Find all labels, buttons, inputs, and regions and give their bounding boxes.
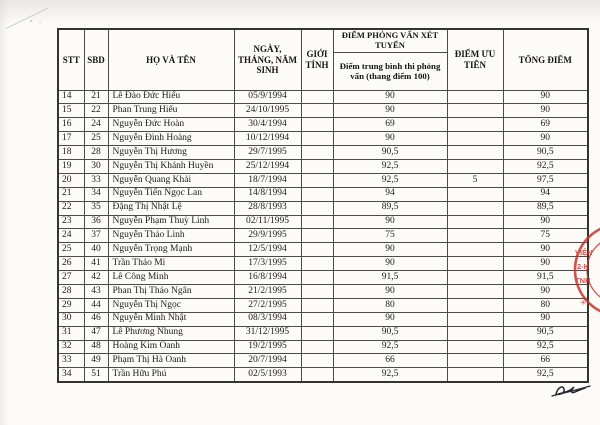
- cell-dob: 21/2/1995: [234, 285, 301, 299]
- cell-interview: 89,5: [333, 201, 447, 215]
- table-row: [58, 90, 588, 104]
- col-header-name: HỌ VÀ TÊN: [108, 29, 234, 90]
- cell-name: Phạm Thị Hà Oanh: [108, 354, 234, 368]
- cell-interview: 91,5: [333, 271, 447, 285]
- cell-total: 90: [503, 257, 588, 271]
- table-row: [58, 187, 588, 201]
- cell-interview: 92,5: [333, 340, 447, 354]
- cell-dob: 02/5/1993: [234, 368, 301, 382]
- cell-interview: 92,5: [333, 159, 447, 173]
- cell-dob: 20/7/1994: [234, 354, 301, 368]
- cell-sbd: 33: [84, 173, 108, 187]
- cell-stt: 28: [58, 285, 84, 299]
- cell-name: Nguyễn Đình Hoàng: [108, 132, 234, 146]
- cell-total: 90: [503, 132, 588, 146]
- cell-sbd: 47: [84, 326, 108, 340]
- table-row: [58, 173, 588, 187]
- stamp-text: TNH: [575, 276, 591, 285]
- table-row: [58, 146, 588, 160]
- table-row: [58, 354, 588, 368]
- cell-interview: 92,5: [333, 173, 447, 187]
- stamp-text: VIỆN: [575, 248, 593, 257]
- cell-gender: [301, 201, 333, 215]
- cell-gender: [301, 146, 333, 160]
- cell-dob: 28/8/1993: [234, 201, 301, 215]
- cell-total: 75: [503, 229, 588, 243]
- cell-stt: 26: [58, 257, 84, 271]
- stamp-text: 2-H: [577, 262, 590, 271]
- cell-dob: 30/4/1994: [234, 118, 301, 132]
- cell-gender: [301, 354, 333, 368]
- cell-gender: [301, 229, 333, 243]
- cell-name: Phan Trung Hiếu: [108, 104, 234, 118]
- cell-sbd: 41: [84, 257, 108, 271]
- cell-sbd: 28: [84, 146, 108, 160]
- cell-name: Nguyễn Trọng Mạnh: [108, 243, 234, 257]
- table-row: [58, 132, 588, 146]
- cell-name: Nguyễn Thị Khánh Huyền: [108, 159, 234, 173]
- col-header-dob: NGÀY, THÁNG, NĂM SINH: [234, 29, 301, 90]
- table-row: [58, 285, 588, 299]
- cell-total: 80: [503, 298, 588, 312]
- cell-interview: 90: [333, 132, 447, 146]
- cell-interview: 94: [333, 187, 447, 201]
- cell-stt: 16: [58, 118, 84, 132]
- cell-interview: 90: [333, 312, 447, 326]
- cell-stt: 34: [58, 368, 84, 382]
- cell-dob: 14/8/1994: [234, 187, 301, 201]
- cell-total: 92,5: [503, 368, 588, 382]
- cell-sbd: 42: [84, 271, 108, 285]
- cell-priority: [447, 368, 503, 382]
- cell-name: Nguyễn Quang Khải: [108, 173, 234, 187]
- cell-stt: 29: [58, 298, 84, 312]
- stamp-star-icon: ✳: [580, 298, 587, 307]
- cell-dob: 31/12/1995: [234, 326, 301, 340]
- cell-total: 90: [503, 312, 588, 326]
- cell-sbd: 44: [84, 298, 108, 312]
- cell-priority: [447, 90, 503, 104]
- cell-priority: 5: [447, 173, 503, 187]
- table-row: [58, 368, 588, 382]
- cell-priority: [447, 159, 503, 173]
- cell-stt: 31: [58, 326, 84, 340]
- cell-priority: [447, 257, 503, 271]
- cell-stt: 24: [58, 229, 84, 243]
- cell-dob: 29/9/1995: [234, 229, 301, 243]
- cell-interview: 69: [333, 118, 447, 132]
- table-row: [58, 104, 588, 118]
- cell-gender: [301, 257, 333, 271]
- cell-dob: 24/10/1995: [234, 104, 301, 118]
- cell-interview: 92,5: [333, 368, 447, 382]
- cell-stt: 21: [58, 187, 84, 201]
- cell-interview: 90: [333, 104, 447, 118]
- cell-interview: 75: [333, 229, 447, 243]
- cell-priority: [447, 229, 503, 243]
- cell-sbd: 25: [84, 132, 108, 146]
- cell-dob: 16/8/1994: [234, 271, 301, 285]
- cell-name: Lê Công Minh: [108, 271, 234, 285]
- table-row: [58, 229, 588, 243]
- col-header-priority: ĐIỂM ƯU TIÊN: [447, 29, 503, 90]
- cell-interview: 90: [333, 243, 447, 257]
- cell-total: 90: [503, 285, 588, 299]
- scan-shadow-top: [0, 0, 600, 24]
- cell-priority: [447, 354, 503, 368]
- cell-priority: [447, 340, 503, 354]
- cell-name: Nguyễn Phạm Thuỳ Linh: [108, 215, 234, 229]
- table-row: [58, 340, 588, 354]
- cell-stt: 17: [58, 132, 84, 146]
- cell-priority: [447, 243, 503, 257]
- cell-total: 90,5: [503, 326, 588, 340]
- cell-dob: 25/12/1994: [234, 159, 301, 173]
- signature-scribble: [551, 381, 591, 401]
- cell-gender: [301, 326, 333, 340]
- cell-total: 92,5: [503, 159, 588, 173]
- cell-stt: 15: [58, 104, 84, 118]
- cell-interview: 90: [333, 257, 447, 271]
- cell-name: Trần Thảo Mi: [108, 257, 234, 271]
- cell-sbd: 34: [84, 187, 108, 201]
- cell-total: 90: [503, 215, 588, 229]
- cell-name: Phan Thị Thảo Ngân: [108, 285, 234, 299]
- scan-speck: [39, 22, 41, 23]
- cell-sbd: 22: [84, 104, 108, 118]
- cell-interview: 80: [333, 298, 447, 312]
- cell-gender: [301, 285, 333, 299]
- score-table: [57, 28, 589, 383]
- cell-sbd: 43: [84, 285, 108, 299]
- cell-interview: 66: [333, 354, 447, 368]
- cell-priority: [447, 132, 503, 146]
- cell-priority: [447, 118, 503, 132]
- cell-interview: 90,5: [333, 326, 447, 340]
- cell-sbd: 30: [84, 159, 108, 173]
- cell-name: Nguyễn Thảo Linh: [108, 229, 234, 243]
- col-header-interview-sub: Điểm trung bình thi phỏng vấn (thang điểm 100): [333, 52, 447, 90]
- cell-gender: [301, 104, 333, 118]
- cell-gender: [301, 173, 333, 187]
- cell-priority: [447, 285, 503, 299]
- table-row: [58, 243, 588, 257]
- cell-dob: 10/12/1994: [234, 132, 301, 146]
- cell-dob: 17/3/1995: [234, 257, 301, 271]
- cell-name: Lê Đào Đức Hiếu: [108, 90, 234, 104]
- col-header-sbd: SBD: [84, 29, 108, 90]
- cell-name: Nguyễn Thị Hương: [108, 146, 234, 160]
- col-header-stt: STT: [58, 29, 84, 90]
- cell-priority: [447, 312, 503, 326]
- cell-name: Đặng Thị Nhật Lệ: [108, 201, 234, 215]
- cell-stt: 33: [58, 354, 84, 368]
- cell-name: Nguyễn Tiến Ngọc Lan: [108, 187, 234, 201]
- cell-sbd: 40: [84, 243, 108, 257]
- cell-priority: [447, 201, 503, 215]
- cell-total: 91,5: [503, 271, 588, 285]
- cell-gender: [301, 271, 333, 285]
- cell-gender: [301, 90, 333, 104]
- cell-interview: 90,5: [333, 146, 447, 160]
- cell-dob: 27/2/1995: [234, 298, 301, 312]
- cell-priority: [447, 271, 503, 285]
- cell-dob: 12/5/1994: [234, 243, 301, 257]
- cell-dob: 18/7/1994: [234, 173, 301, 187]
- cell-stt: 25: [58, 243, 84, 257]
- cell-total: 66: [503, 354, 588, 368]
- cell-gender: [301, 118, 333, 132]
- col-header-gender: GIỚI TÍNH: [301, 29, 333, 90]
- cell-dob: 29/7/1995: [234, 146, 301, 160]
- table-row: [58, 118, 588, 132]
- cell-sbd: 49: [84, 354, 108, 368]
- cell-gender: [301, 215, 333, 229]
- cell-total: 94: [503, 187, 588, 201]
- col-header-interview-group: ĐIỂM PHỎNG VẤN XÉT TUYỂN: [333, 29, 447, 52]
- cell-priority: [447, 104, 503, 118]
- cell-sbd: 51: [84, 368, 108, 382]
- cell-sbd: 37: [84, 229, 108, 243]
- cell-stt: 22: [58, 201, 84, 215]
- cell-name: Hoàng Kim Oanh: [108, 340, 234, 354]
- cell-total: 90: [503, 104, 588, 118]
- cell-gender: [301, 368, 333, 382]
- cell-interview: 90: [333, 90, 447, 104]
- table-row: [58, 326, 588, 340]
- cell-priority: [447, 146, 503, 160]
- cell-total: 90: [503, 243, 588, 257]
- cell-priority: [447, 215, 503, 229]
- cell-total: 92,5: [503, 340, 588, 354]
- cell-dob: 19/2/1995: [234, 340, 301, 354]
- cell-priority: [447, 187, 503, 201]
- scan-streak-mark: [6, 8, 48, 29]
- table-row: [58, 271, 588, 285]
- scan-speck: [30, 20, 32, 22]
- table-row: [58, 215, 588, 229]
- cell-interview: 90: [333, 215, 447, 229]
- cell-total: 69: [503, 118, 588, 132]
- cell-stt: 19: [58, 159, 84, 173]
- cell-gender: [301, 187, 333, 201]
- cell-total: 89,5: [503, 201, 588, 215]
- table-header: [58, 29, 588, 90]
- table-row: [58, 257, 588, 271]
- cell-gender: [301, 298, 333, 312]
- cell-dob: 08/3/1994: [234, 312, 301, 326]
- cell-stt: 23: [58, 215, 84, 229]
- cell-stt: 20: [58, 173, 84, 187]
- cell-stt: 32: [58, 340, 84, 354]
- cell-name: Nguyễn Minh Nhật: [108, 312, 234, 326]
- cell-sbd: 46: [84, 312, 108, 326]
- cell-sbd: 21: [84, 90, 108, 104]
- cell-stt: 27: [58, 271, 84, 285]
- cell-priority: [447, 298, 503, 312]
- score-table-container: [57, 28, 589, 383]
- table-body: [58, 90, 591, 382]
- cell-interview: 90: [333, 285, 447, 299]
- cell-name: Trần Hữu Phú: [108, 368, 234, 382]
- cell-stt: 18: [58, 146, 84, 160]
- cell-gender: [301, 340, 333, 354]
- cell-gender: [301, 243, 333, 257]
- cell-sbd: 24: [84, 118, 108, 132]
- cell-dob: 05/9/1994: [234, 90, 301, 104]
- cell-sbd: 36: [84, 215, 108, 229]
- cell-name: Nguyễn Thị Ngọc: [108, 298, 234, 312]
- cell-name: Nguyễn Đức Hoàn: [108, 118, 234, 132]
- cell-sbd: 35: [84, 201, 108, 215]
- table-row: [58, 159, 588, 173]
- cell-gender: [301, 132, 333, 146]
- col-header-total: TỔNG ĐIỂM: [503, 29, 588, 90]
- cell-total: 97,5: [503, 173, 588, 187]
- table-row: [58, 298, 588, 312]
- cell-stt: 30: [58, 312, 84, 326]
- cell-dob: 02/11/1995: [234, 215, 301, 229]
- cell-total: 90: [503, 90, 588, 104]
- scan-shadow-left: [0, 0, 9, 425]
- cell-sbd: 48: [84, 340, 108, 354]
- cell-gender: [301, 312, 333, 326]
- cell-name: Lê Phương Nhung: [108, 326, 234, 340]
- table-row: [58, 201, 588, 215]
- cell-gender: [301, 159, 333, 173]
- table-row: [58, 312, 588, 326]
- cell-stt: 14: [58, 90, 84, 104]
- cell-priority: [447, 326, 503, 340]
- cell-total: 90,5: [503, 146, 588, 160]
